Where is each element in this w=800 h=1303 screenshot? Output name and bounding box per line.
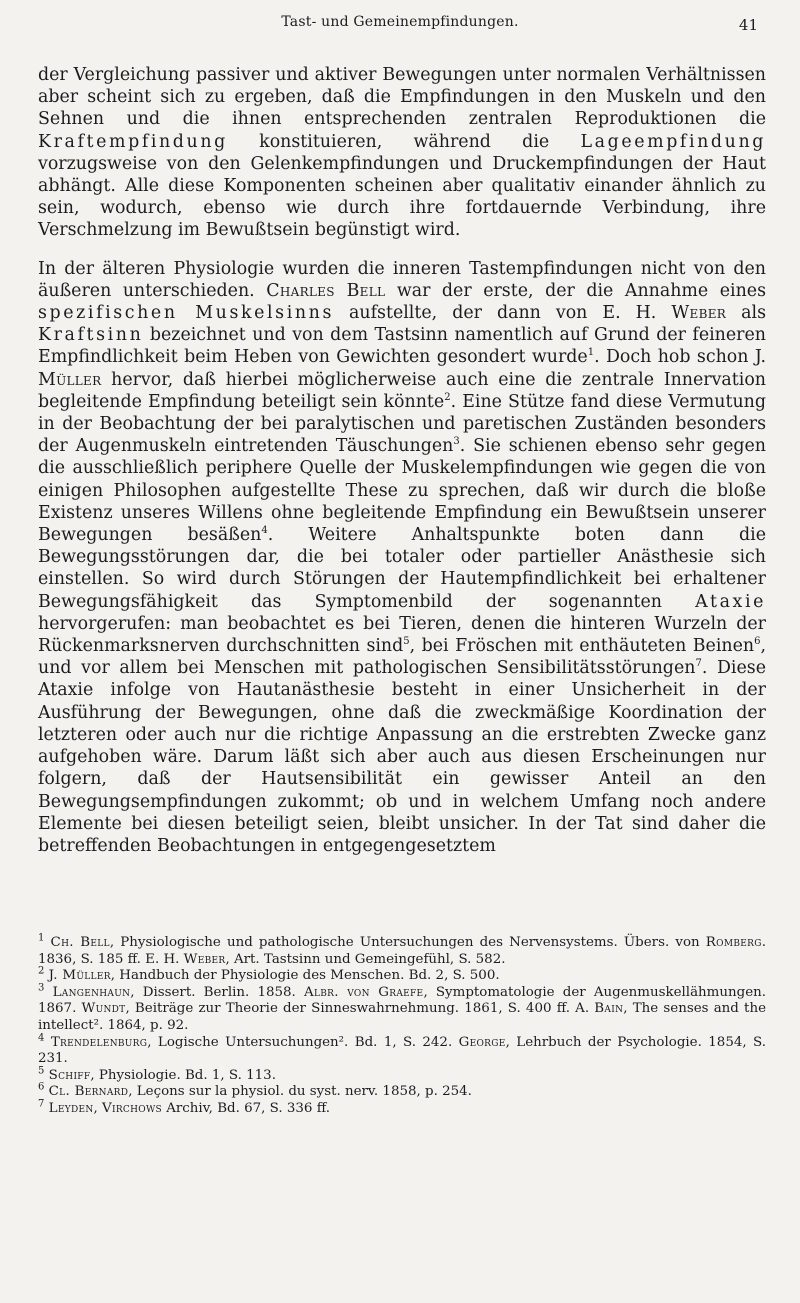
author-weber: Weber: [671, 303, 727, 324]
author-name: Trendelenburg: [50, 1034, 148, 1050]
emphasis-kraftsinn: Kraftsinn: [38, 325, 144, 346]
author-name: Ch. Bell: [50, 935, 110, 950]
footnote-4: [38, 1032, 766, 1068]
author-name: Wundt: [81, 1001, 126, 1017]
footnote-number: 2: [38, 965, 45, 977]
footnote-6: [38, 1081, 766, 1101]
page-number: 41: [738, 16, 758, 34]
emphasis-kraftempfindung: Kraftempfindung: [38, 131, 228, 152]
author-name: Romberg: [705, 935, 762, 950]
emphasis-muskelsinn: spezifischen Muskelsinns: [38, 303, 334, 324]
text-run: , Physiologische und pathologische Untersuchungen des Nervensystems. Übers. von: [109, 935, 706, 950]
running-header: [0, 14, 800, 38]
text-run: , und vor allem bei Menschen mit pathologischen Sensibilitätsstörungen: [38, 636, 766, 679]
paragraph-1: [38, 64, 766, 242]
text-run: In der älteren Physiologie wurden die inneren Tastempfindungen nicht von den äußeren unterschieden.: [38, 258, 766, 301]
text-run: , Symptomatologie der Augenmuskellähmungen. 1867.: [38, 984, 767, 1017]
footnote-number: 4: [38, 1032, 45, 1044]
text-run: , Handbuch der Physiologie des Menschen. Bd. 2, S. 500.: [110, 968, 500, 984]
footnote-7: [38, 1098, 766, 1118]
footnote-1: [38, 932, 766, 968]
author-name: Cl. Bernard: [48, 1084, 129, 1100]
author-name: George: [458, 1034, 506, 1050]
text-run: war der erste, der die Annahme eines: [385, 280, 766, 301]
text-run: als: [726, 303, 767, 324]
footnotes: [38, 932, 767, 1118]
text-run: . Weitere Anhaltspunkte boten dann die Bewegungsstörungen dar, die bei totaler oder partieller Anästhesie sich einstellen. So wird durch Störungen der Hautempfindlichkeit bei erhaltener Bewegungsfähigkeit das Symptomenbild der sogenannten: [38, 525, 766, 612]
author-mueller: Müller: [38, 369, 102, 390]
text-run: bezeichnet und von dem Tastsinn namentlich auf Grund der feineren Empfindlichkeit beim Heben von Gewichten gesondert wurde: [38, 325, 766, 368]
footnote-number: 6: [38, 1081, 45, 1093]
author-name: Bain: [594, 1001, 624, 1017]
footnote-ref-2: 2: [444, 392, 451, 404]
emphasis-lageempfindung: Lageempfindung: [580, 131, 766, 152]
text-run: , Art. Tastsinn und Gemeingefühl, S. 582.: [225, 951, 506, 967]
text-run: . Diese Ataxie infolge von Hautanästhesie besteht in einer Unsicherheit in der Ausführung der Bewegungen, ohne daß die zweckmäßige Koordination der letzteren oder auch nur die richtige Anpassung an die erstrebten Zwecke ganz aufgehoben wäre. Darum läßt sich aber auch aus diesen Erscheinungen nur folgern, daß der Hautsensibilität ein gewisser Anteil an den Bewegungsempfindungen zukommt; ob und in welchem Umfang noch andere Elemente bei diesen beteiligt seien, bleibt unsicher. In der Tat sind daher die betreffenden Beobachtungen in entgegengesetztem: [38, 658, 766, 856]
text-run: . Sie schienen ebenso sehr gegen die ausschließlich periphere Quelle der Muskelempfindungen wie gegen die von einigen Philosophen aufgestellte These zu sprechen, daß wir durch die bloße Existenz unseres Willens ohne begleitende Empfindung ein Bewußtsein unserer Bewegungen besäßen: [38, 436, 766, 546]
text-run: der Vergleichung passiver und aktiver Bewegungen unter normalen Verhältnissen aber scheint sich zu ergeben, daß die Empfindungen in den Muskeln und den Sehnen und die ihnen entsprechenden zentralen Reproduktionen die: [38, 65, 766, 130]
text-run: , Leçons sur la physiol. du syst. nerv. 1858, p. 254.: [128, 1084, 472, 1100]
text-run: hervorgerufen: man beobachtet es bei Tieren, denen die hinteren Wurzeln der Rückenmarksnerven durchschnitten sind: [38, 613, 766, 657]
text-run: , The senses and the intellect². 1864, p. 92.: [38, 1001, 766, 1033]
author-name: Albr. von Graefe: [304, 984, 424, 1000]
footnote-ref-5: 5: [403, 636, 410, 648]
footnote-3: [38, 982, 767, 1035]
footnote-ref-4: 4: [261, 525, 268, 537]
text-run: aufstellte, der dann von E. H.: [334, 303, 672, 324]
text-run: . Doch hob schon J.: [594, 347, 766, 368]
text-run: vorzugsweise von den Gelenkempfindungen und Druckempfindungen der Haut abhängt. Alle diese Komponenten scheinen aber qualitativ einander ähnlich zu sein, wodurch, ebenso wie durch ihre fortdauernde Verbindung, ihre Verschmelzung im Bewußtsein begünstigt wird.: [38, 153, 766, 241]
text-run: konstituieren, während die: [227, 131, 581, 152]
text-run: , Physiologie. Bd. 1, S. 113.: [90, 1067, 276, 1083]
text-run: , Logische Untersuchungen². Bd. 1, S. 242.: [147, 1034, 459, 1050]
footnote-ref-6: 6: [754, 636, 761, 648]
author-name: Weber: [183, 951, 226, 967]
author-name: Langenhaun: [52, 984, 131, 1000]
author-bell: Charles Bell: [266, 280, 386, 301]
text-run: , Lehrbuch der Psychologie. 1854, S. 231.: [38, 1034, 766, 1067]
footnote-ref-7: 7: [695, 658, 702, 670]
text-run: ,: [93, 1100, 103, 1116]
text-run: . 1836, S. 185 ff. E. H.: [38, 935, 766, 967]
emphasis-ataxie: Ataxie: [695, 591, 766, 612]
footnote-number: 7: [38, 1098, 45, 1110]
footnote-number: 3: [38, 982, 45, 994]
main-text: [38, 64, 766, 857]
author-name: Leyden: [48, 1100, 94, 1116]
paragraph-2: [38, 258, 766, 857]
text-run: , bei Fröschen mit enthäuteten Beinen: [409, 636, 755, 657]
text-run: Archiv, Bd. 67, S. 336 ff.: [161, 1100, 330, 1116]
running-title: Tast- und Gemeinempfindungen.: [281, 14, 519, 30]
author-name: Virchows: [102, 1100, 162, 1116]
text-run: . Eine Stütze fand diese Vermutung in der Beobachtung der bei paralytischen und paretischen Zuständen besonders der Augenmuskeln eintretenden Täuschungen: [38, 391, 766, 457]
footnote-2: [38, 965, 766, 985]
footnote-ref-3: 3: [453, 436, 460, 448]
footnote-number: 5: [38, 1065, 45, 1077]
text-run: , Dissert. Berlin. 1858.: [130, 984, 304, 1000]
text-run: hervor, daß hierbei möglicherweise auch eine die zentrale Innervation begleitende Empfindung beteiligt sein könnte: [38, 369, 766, 412]
footnote-ref-1: 1: [587, 347, 595, 359]
author-name: J. Müller: [48, 968, 111, 984]
footnote-number: 1: [38, 932, 45, 944]
text-run: , Beiträge zur Theorie der Sinneswahrnehmung. 1861, S. 400 ff. A.: [125, 1001, 595, 1017]
footnote-5: [38, 1065, 766, 1085]
author-name: Schiff: [48, 1067, 91, 1083]
